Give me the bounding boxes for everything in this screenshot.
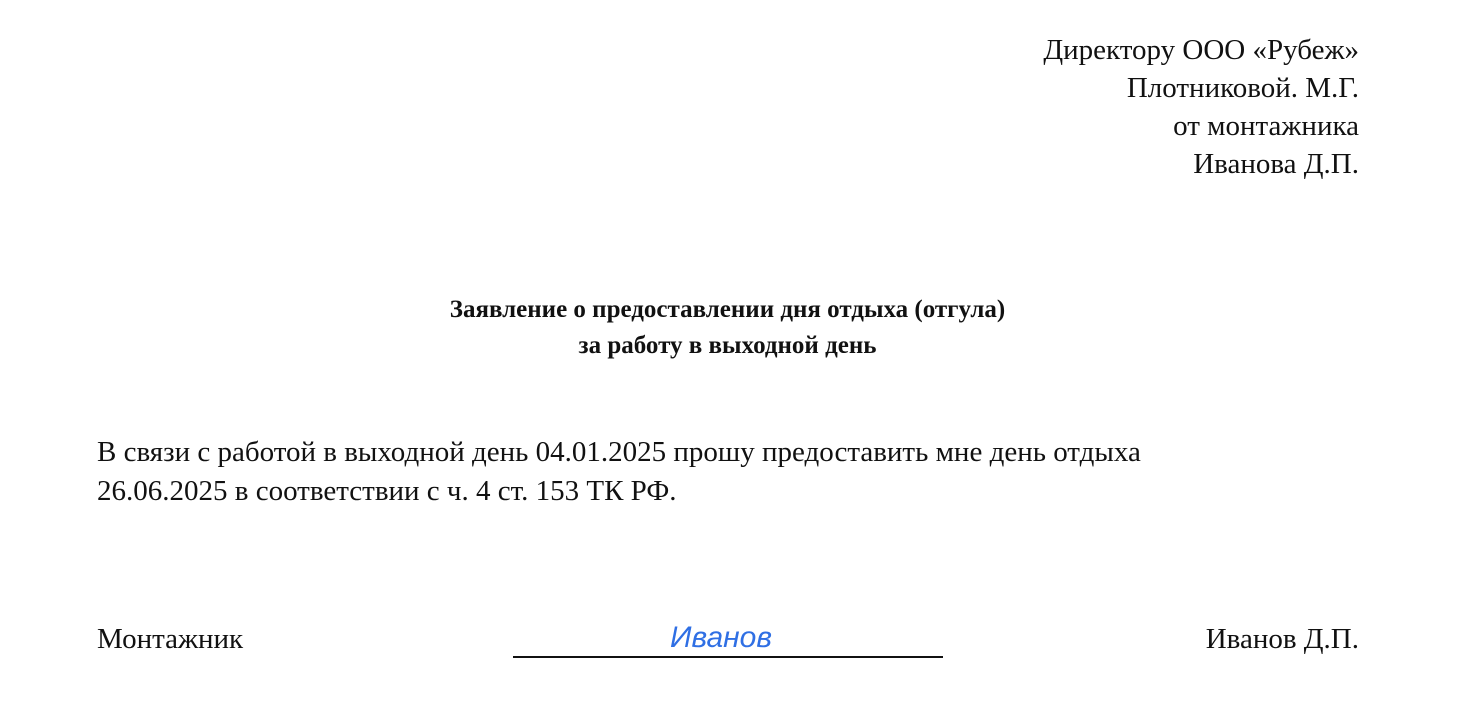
addressee-line-director-name: Плотниковой. М.Г. [1126,72,1359,104]
addressee-block [1043,31,1359,183]
addressee-line-from: от монтажника [1173,110,1359,142]
request-body [97,433,1337,511]
signer-name: Иванов Д.П. [1205,623,1359,655]
signer-position: Монтажник [97,623,244,655]
addressee-line-director: Директору ООО «Рубеж» [1043,34,1359,66]
request-body-line2: 26.06.2025 в соответствии с ч. 4 ст. 153 ТК РФ. [97,475,677,507]
document-title-line2: за работу в выходной день [578,332,877,359]
handwritten-signature: Иванов [670,621,772,654]
document-title [0,292,1455,364]
addressee-line-applicant-name: Иванова Д.П. [1193,148,1359,180]
document-title-line1: Заявление о предоставлении дня отдыха (отгула) [449,296,1006,323]
request-body-line1: В связи с работой в выходной день 04.01.2025 прошу предоставить мне день отдыха [97,436,1141,468]
